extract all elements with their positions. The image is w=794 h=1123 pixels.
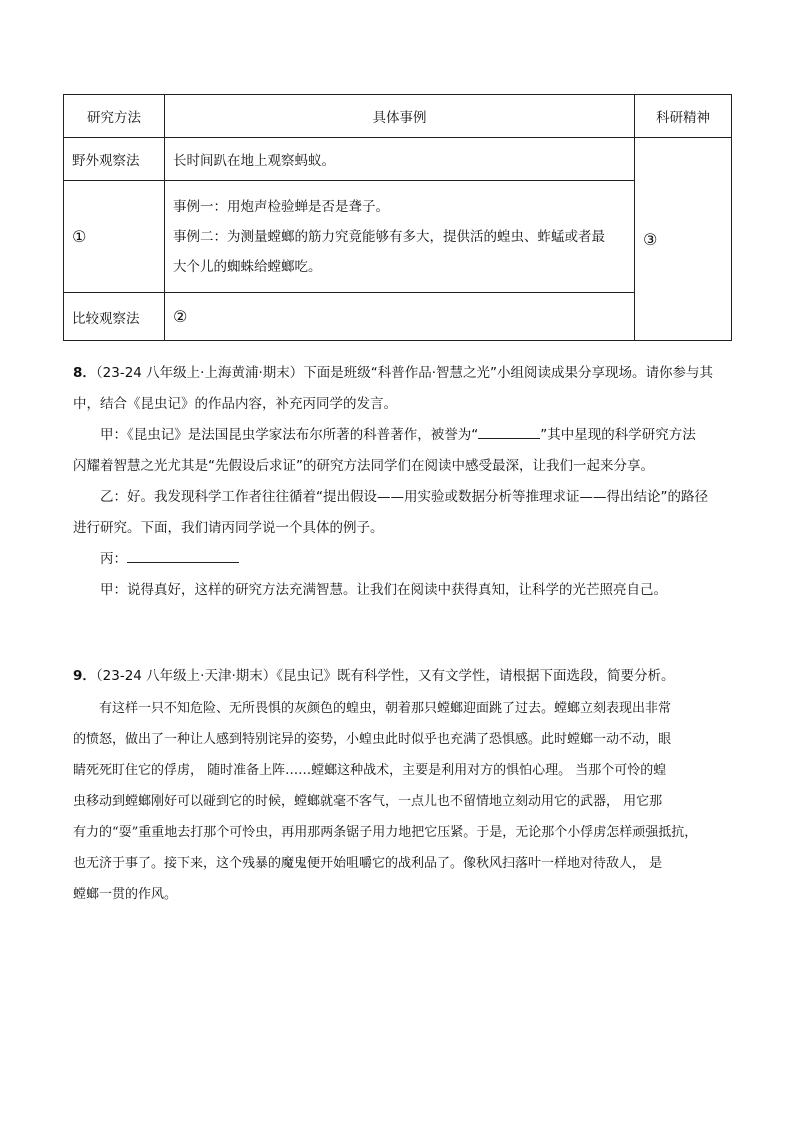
- spirit-cell: ③: [635, 138, 732, 341]
- table-header-row: [64, 95, 732, 138]
- example-cell: ②: [165, 293, 635, 341]
- passage-line: 也无济于事了。接下来，这个残暴的魔鬼便开始咀嚼它的战利品了。像秋风扫落叶一样地对待敌人， 是: [73, 856, 663, 871]
- method-cell: ①: [64, 181, 165, 293]
- question-source: （23-24 八年级上·上海黄浦·期末）: [95, 365, 304, 381]
- passage-line: 睛死死盯住它的俘虏， 随时准备上阵……螳螂这种战术，主要是利用对方的惧怕心理。 当那个可怜的蝗: [73, 763, 667, 778]
- question-stem: 下面是班级“科普作品·智慧之光”小组阅读成果分享现场。请你参与其: [303, 365, 714, 381]
- passage-line: 螳螂一贯的作风。: [73, 887, 178, 902]
- question-number: 8．: [73, 365, 96, 381]
- header-example: 具体事例: [165, 95, 635, 138]
- example-line: 事例一：用炮声检验蝉是否是聋子。: [173, 198, 389, 215]
- question-source: （23-24 八年级上·天津·期末）: [95, 668, 277, 684]
- example-line: 大个儿的蜘蛛给螳螂吃。: [173, 258, 322, 275]
- table-row: [64, 181, 732, 293]
- passage-line: 的愤怒，做出了一种让人感到特别诧异的姿势，小蝗虫此时似乎也充满了恐惧感。此时螳螂一动不动，眼: [73, 732, 672, 747]
- dialogue-text: 甲：《昆虫记》是法国昆虫学家法布尔所著的科普著作，被誉为“: [100, 427, 479, 443]
- dialogue-text: 乙：好。我发现科学工作者往往循着“提出假设——用实验或数据分析等推理求证——得出结论”的路径: [100, 489, 708, 505]
- table-row: [64, 138, 732, 181]
- example-text: 长时间趴在地上观察蚂蚁。: [173, 153, 335, 169]
- question-9: [73, 661, 725, 692]
- table-row: [64, 293, 732, 341]
- passage-excerpt: [73, 693, 725, 910]
- header-spirit: 科研精神: [635, 95, 732, 138]
- method-cell: 野外观察法: [64, 138, 165, 181]
- question-number: 9．: [73, 668, 96, 684]
- example-cell: [165, 181, 635, 293]
- answer-blank[interactable]: [127, 548, 239, 563]
- research-methods-table: [63, 94, 732, 341]
- example-line: 事例二：为测量螳螂的筋力究竟能够有多大，提供活的蝗虫、蚱蜢或者最: [173, 228, 605, 245]
- passage-line: 虫移动到螳螂刚好可以碰到它的时候，螳螂就毫不客气，一点儿也不留情地立刻动用它的武器， 用它那: [73, 794, 663, 809]
- dialogue-text: 甲：说得真好，这样的研究方法充满智慧。让我们在阅读中获得真知，让科学的光芒照亮自己。: [100, 582, 667, 598]
- question-stem: 《昆虫记》既有科学性，又有文学性，请根据下面选段，简要分析。: [276, 668, 675, 684]
- question-stem: 中，结合《昆虫记》的作品内容，补充丙同学的发言。: [73, 396, 397, 412]
- dialogue-text: 丙：: [100, 551, 127, 567]
- example-cell: [165, 138, 635, 181]
- question-8: [73, 358, 725, 606]
- dialogue-text: 闪耀着智慧之光尤其是“先假设后求证”的研究方法同学们在阅读中感受最深，让我们一起来分享。: [73, 458, 654, 474]
- passage-line: 有这样一只不知危险、无所畏惧的灰颜色的蝗虫，朝着那只螳螂迎面跳了过去。螳螂立刻表现出非常: [99, 701, 672, 716]
- method-cell: 比较观察法: [64, 293, 165, 341]
- dialogue-text: 进行研究。下面，我们请丙同学说一个具体的例子。: [73, 520, 384, 536]
- answer-blank[interactable]: [478, 424, 540, 439]
- header-method: 研究方法: [64, 95, 165, 138]
- passage-line: 有力的“耍”重重地去打那个可怜虫，再用那两条锯子用力地把它压紧。于是，无论那个小俘虏怎样顽强抵抗，: [73, 825, 698, 840]
- dialogue-text: ”其中星现的科学研究方法: [540, 427, 696, 443]
